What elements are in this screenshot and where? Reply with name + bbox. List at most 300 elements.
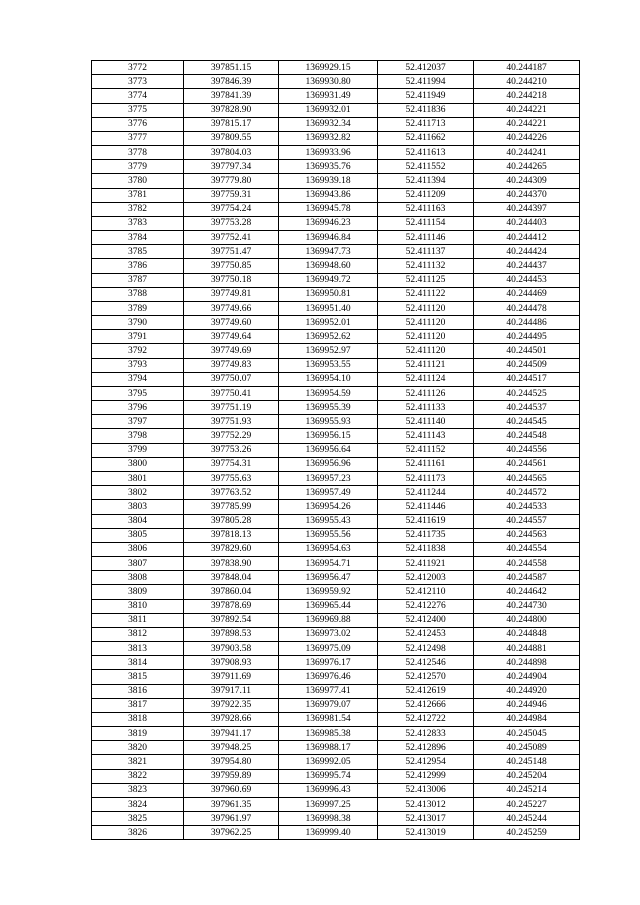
table-row [92, 443, 580, 457]
point-number-cell: 3780 [92, 174, 184, 188]
longitude-cell: 40.244478 [474, 301, 580, 315]
latitude-cell: 52.412003 [378, 571, 474, 585]
latitude-cell: 52.412546 [378, 656, 474, 670]
y-coordinate-cell: 1369975.09 [279, 642, 378, 656]
x-coordinate-cell: 397892.54 [184, 613, 279, 627]
latitude-cell: 52.412453 [378, 627, 474, 641]
x-coordinate-cell: 397805.28 [184, 514, 279, 528]
table-row [92, 656, 580, 670]
latitude-cell: 52.411120 [378, 316, 474, 330]
table-row [92, 783, 580, 797]
point-number-cell: 3812 [92, 627, 184, 641]
longitude-cell: 40.244561 [474, 457, 580, 471]
latitude-cell: 52.412276 [378, 599, 474, 613]
table-row [92, 386, 580, 400]
longitude-cell: 40.244558 [474, 557, 580, 571]
x-coordinate-cell: 397860.04 [184, 585, 279, 599]
table-row [92, 486, 580, 500]
x-coordinate-cell: 397818.13 [184, 528, 279, 542]
longitude-cell: 40.244548 [474, 429, 580, 443]
y-coordinate-cell: 1369948.60 [279, 259, 378, 273]
point-number-cell: 3793 [92, 358, 184, 372]
longitude-cell: 40.245204 [474, 769, 580, 783]
y-coordinate-cell: 1369950.81 [279, 287, 378, 301]
longitude-cell: 40.244517 [474, 372, 580, 386]
x-coordinate-cell: 397749.60 [184, 316, 279, 330]
point-number-cell: 3806 [92, 542, 184, 556]
y-coordinate-cell: 1369954.10 [279, 372, 378, 386]
y-coordinate-cell: 1369932.82 [279, 131, 378, 145]
latitude-cell: 52.412666 [378, 698, 474, 712]
longitude-cell: 40.244210 [474, 75, 580, 89]
point-number-cell: 3783 [92, 216, 184, 230]
table-row [92, 528, 580, 542]
latitude-cell: 52.411994 [378, 75, 474, 89]
longitude-cell: 40.244554 [474, 542, 580, 556]
point-number-cell: 3784 [92, 231, 184, 245]
latitude-cell: 52.411163 [378, 202, 474, 216]
y-coordinate-cell: 1369973.02 [279, 627, 378, 641]
latitude-cell: 52.411133 [378, 401, 474, 415]
longitude-cell: 40.244221 [474, 117, 580, 131]
x-coordinate-cell: 397838.90 [184, 557, 279, 571]
x-coordinate-cell: 397898.53 [184, 627, 279, 641]
table-row [92, 741, 580, 755]
x-coordinate-cell: 397851.15 [184, 61, 279, 75]
table-row [92, 769, 580, 783]
y-coordinate-cell: 1369956.96 [279, 457, 378, 471]
y-coordinate-cell: 1369954.71 [279, 557, 378, 571]
point-number-cell: 3776 [92, 117, 184, 131]
point-number-cell: 3777 [92, 131, 184, 145]
point-number-cell: 3803 [92, 500, 184, 514]
table-row [92, 160, 580, 174]
x-coordinate-cell: 397922.35 [184, 698, 279, 712]
latitude-cell: 52.411120 [378, 344, 474, 358]
point-number-cell: 3796 [92, 401, 184, 415]
x-coordinate-cell: 397848.04 [184, 571, 279, 585]
point-number-cell: 3773 [92, 75, 184, 89]
latitude-cell: 52.411146 [378, 231, 474, 245]
longitude-cell: 40.244730 [474, 599, 580, 613]
longitude-cell: 40.245244 [474, 812, 580, 826]
table-row [92, 415, 580, 429]
point-number-cell: 3825 [92, 812, 184, 826]
longitude-cell: 40.245227 [474, 797, 580, 811]
y-coordinate-cell: 1369999.40 [279, 826, 378, 840]
point-number-cell: 3821 [92, 755, 184, 769]
longitude-cell: 40.244587 [474, 571, 580, 585]
latitude-cell: 52.411836 [378, 103, 474, 117]
x-coordinate-cell: 397779.80 [184, 174, 279, 188]
y-coordinate-cell: 1369959.92 [279, 585, 378, 599]
latitude-cell: 52.411838 [378, 542, 474, 556]
table-row [92, 89, 580, 103]
latitude-cell: 52.411140 [378, 415, 474, 429]
latitude-cell: 52.411120 [378, 330, 474, 344]
point-number-cell: 3789 [92, 301, 184, 315]
x-coordinate-cell: 397903.58 [184, 642, 279, 656]
y-coordinate-cell: 1369965.44 [279, 599, 378, 613]
longitude-cell: 40.244469 [474, 287, 580, 301]
point-number-cell: 3814 [92, 656, 184, 670]
table-row [92, 670, 580, 684]
point-number-cell: 3786 [92, 259, 184, 273]
x-coordinate-cell: 397961.97 [184, 812, 279, 826]
x-coordinate-cell: 397749.81 [184, 287, 279, 301]
longitude-cell: 40.245148 [474, 755, 580, 769]
y-coordinate-cell: 1369931.49 [279, 89, 378, 103]
latitude-cell: 52.411154 [378, 216, 474, 230]
x-coordinate-cell: 397749.66 [184, 301, 279, 315]
y-coordinate-cell: 1369998.38 [279, 812, 378, 826]
latitude-cell: 52.412570 [378, 670, 474, 684]
latitude-cell: 52.411132 [378, 259, 474, 273]
table-row [92, 826, 580, 840]
table-row [92, 401, 580, 415]
latitude-cell: 52.411143 [378, 429, 474, 443]
latitude-cell: 52.411120 [378, 301, 474, 315]
y-coordinate-cell: 1369976.17 [279, 656, 378, 670]
y-coordinate-cell: 1369995.74 [279, 769, 378, 783]
point-number-cell: 3787 [92, 273, 184, 287]
latitude-cell: 52.411619 [378, 514, 474, 528]
latitude-cell: 52.411949 [378, 89, 474, 103]
latitude-cell: 52.411613 [378, 146, 474, 160]
latitude-cell: 52.413017 [378, 812, 474, 826]
x-coordinate-cell: 397911.69 [184, 670, 279, 684]
x-coordinate-cell: 397928.66 [184, 712, 279, 726]
y-coordinate-cell: 1369951.40 [279, 301, 378, 315]
point-number-cell: 3815 [92, 670, 184, 684]
latitude-cell: 52.411152 [378, 443, 474, 457]
y-coordinate-cell: 1369957.23 [279, 471, 378, 485]
y-coordinate-cell: 1369933.96 [279, 146, 378, 160]
point-number-cell: 3800 [92, 457, 184, 471]
point-number-cell: 3775 [92, 103, 184, 117]
y-coordinate-cell: 1369954.63 [279, 542, 378, 556]
point-number-cell: 3810 [92, 599, 184, 613]
x-coordinate-cell: 397754.31 [184, 457, 279, 471]
x-coordinate-cell: 397948.25 [184, 741, 279, 755]
longitude-cell: 40.244800 [474, 613, 580, 627]
point-number-cell: 3792 [92, 344, 184, 358]
point-number-cell: 3804 [92, 514, 184, 528]
longitude-cell: 40.244642 [474, 585, 580, 599]
latitude-cell: 52.411713 [378, 117, 474, 131]
x-coordinate-cell: 397846.39 [184, 75, 279, 89]
point-number-cell: 3809 [92, 585, 184, 599]
x-coordinate-cell: 397962.25 [184, 826, 279, 840]
table-row [92, 216, 580, 230]
y-coordinate-cell: 1369943.86 [279, 188, 378, 202]
coordinates-table-body [92, 61, 580, 840]
table-row [92, 231, 580, 245]
table-row [92, 642, 580, 656]
table-row [92, 585, 580, 599]
latitude-cell: 52.412722 [378, 712, 474, 726]
longitude-cell: 40.244265 [474, 160, 580, 174]
point-number-cell: 3818 [92, 712, 184, 726]
x-coordinate-cell: 397815.17 [184, 117, 279, 131]
table-row [92, 174, 580, 188]
table-row [92, 146, 580, 160]
x-coordinate-cell: 397908.93 [184, 656, 279, 670]
latitude-cell: 52.411921 [378, 557, 474, 571]
table-row [92, 812, 580, 826]
point-number-cell: 3781 [92, 188, 184, 202]
y-coordinate-cell: 1369930.80 [279, 75, 378, 89]
y-coordinate-cell: 1369952.62 [279, 330, 378, 344]
table-row [92, 684, 580, 698]
point-number-cell: 3799 [92, 443, 184, 457]
table-row [92, 727, 580, 741]
x-coordinate-cell: 397750.41 [184, 386, 279, 400]
longitude-cell: 40.244403 [474, 216, 580, 230]
point-number-cell: 3822 [92, 769, 184, 783]
y-coordinate-cell: 1369969.88 [279, 613, 378, 627]
latitude-cell: 52.412999 [378, 769, 474, 783]
longitude-cell: 40.244557 [474, 514, 580, 528]
y-coordinate-cell: 1369996.43 [279, 783, 378, 797]
latitude-cell: 52.411446 [378, 500, 474, 514]
point-number-cell: 3797 [92, 415, 184, 429]
point-number-cell: 3823 [92, 783, 184, 797]
y-coordinate-cell: 1369992.05 [279, 755, 378, 769]
x-coordinate-cell: 397941.17 [184, 727, 279, 741]
latitude-cell: 52.411124 [378, 372, 474, 386]
longitude-cell: 40.244241 [474, 146, 580, 160]
latitude-cell: 52.412954 [378, 755, 474, 769]
y-coordinate-cell: 1369953.55 [279, 358, 378, 372]
y-coordinate-cell: 1369985.38 [279, 727, 378, 741]
longitude-cell: 40.244453 [474, 273, 580, 287]
table-row [92, 698, 580, 712]
x-coordinate-cell: 397751.47 [184, 245, 279, 259]
longitude-cell: 40.244881 [474, 642, 580, 656]
point-number-cell: 3807 [92, 557, 184, 571]
x-coordinate-cell: 397960.69 [184, 783, 279, 797]
table-row [92, 245, 580, 259]
longitude-cell: 40.245214 [474, 783, 580, 797]
latitude-cell: 52.412896 [378, 741, 474, 755]
table-row [92, 514, 580, 528]
longitude-cell: 40.244412 [474, 231, 580, 245]
table-row [92, 202, 580, 216]
y-coordinate-cell: 1369981.54 [279, 712, 378, 726]
longitude-cell: 40.244898 [474, 656, 580, 670]
longitude-cell: 40.244848 [474, 627, 580, 641]
longitude-cell: 40.244226 [474, 131, 580, 145]
y-coordinate-cell: 1369954.26 [279, 500, 378, 514]
y-coordinate-cell: 1369955.56 [279, 528, 378, 542]
latitude-cell: 52.411137 [378, 245, 474, 259]
point-number-cell: 3811 [92, 613, 184, 627]
latitude-cell: 52.411735 [378, 528, 474, 542]
point-number-cell: 3795 [92, 386, 184, 400]
y-coordinate-cell: 1369932.01 [279, 103, 378, 117]
longitude-cell: 40.244187 [474, 61, 580, 75]
table-row [92, 273, 580, 287]
x-coordinate-cell: 397804.03 [184, 146, 279, 160]
point-number-cell: 3785 [92, 245, 184, 259]
x-coordinate-cell: 397749.64 [184, 330, 279, 344]
y-coordinate-cell: 1369955.39 [279, 401, 378, 415]
table-row [92, 557, 580, 571]
point-number-cell: 3808 [92, 571, 184, 585]
y-coordinate-cell: 1369945.78 [279, 202, 378, 216]
point-number-cell: 3805 [92, 528, 184, 542]
longitude-cell: 40.244486 [474, 316, 580, 330]
table-row [92, 613, 580, 627]
table-row [92, 330, 580, 344]
x-coordinate-cell: 397749.69 [184, 344, 279, 358]
y-coordinate-cell: 1369988.17 [279, 741, 378, 755]
latitude-cell: 52.413006 [378, 783, 474, 797]
table-row [92, 429, 580, 443]
y-coordinate-cell: 1369952.97 [279, 344, 378, 358]
coordinates-table [91, 60, 580, 840]
point-number-cell: 3779 [92, 160, 184, 174]
y-coordinate-cell: 1369957.49 [279, 486, 378, 500]
point-number-cell: 3794 [92, 372, 184, 386]
y-coordinate-cell: 1369977.41 [279, 684, 378, 698]
x-coordinate-cell: 397750.07 [184, 372, 279, 386]
y-coordinate-cell: 1369946.84 [279, 231, 378, 245]
point-number-cell: 3801 [92, 471, 184, 485]
y-coordinate-cell: 1369929.15 [279, 61, 378, 75]
point-number-cell: 3772 [92, 61, 184, 75]
x-coordinate-cell: 397917.11 [184, 684, 279, 698]
x-coordinate-cell: 397750.85 [184, 259, 279, 273]
longitude-cell: 40.244572 [474, 486, 580, 500]
y-coordinate-cell: 1369997.25 [279, 797, 378, 811]
table-row [92, 712, 580, 726]
y-coordinate-cell: 1369946.23 [279, 216, 378, 230]
table-row [92, 542, 580, 556]
table-row [92, 103, 580, 117]
y-coordinate-cell: 1369947.73 [279, 245, 378, 259]
table-row [92, 61, 580, 75]
point-number-cell: 3826 [92, 826, 184, 840]
latitude-cell: 52.411122 [378, 287, 474, 301]
longitude-cell: 40.244556 [474, 443, 580, 457]
longitude-cell: 40.244545 [474, 415, 580, 429]
x-coordinate-cell: 397751.19 [184, 401, 279, 415]
point-number-cell: 3819 [92, 727, 184, 741]
longitude-cell: 40.244509 [474, 358, 580, 372]
longitude-cell: 40.244501 [474, 344, 580, 358]
x-coordinate-cell: 397809.55 [184, 131, 279, 145]
latitude-cell: 52.412619 [378, 684, 474, 698]
table-row [92, 457, 580, 471]
longitude-cell: 40.244495 [474, 330, 580, 344]
latitude-cell: 52.412400 [378, 613, 474, 627]
longitude-cell: 40.245045 [474, 727, 580, 741]
point-number-cell: 3790 [92, 316, 184, 330]
longitude-cell: 40.244424 [474, 245, 580, 259]
longitude-cell: 40.244920 [474, 684, 580, 698]
latitude-cell: 52.411121 [378, 358, 474, 372]
latitude-cell: 52.412833 [378, 727, 474, 741]
x-coordinate-cell: 397841.39 [184, 89, 279, 103]
point-number-cell: 3788 [92, 287, 184, 301]
point-number-cell: 3778 [92, 146, 184, 160]
longitude-cell: 40.244437 [474, 259, 580, 273]
x-coordinate-cell: 397752.29 [184, 429, 279, 443]
point-number-cell: 3791 [92, 330, 184, 344]
y-coordinate-cell: 1369954.59 [279, 386, 378, 400]
point-number-cell: 3817 [92, 698, 184, 712]
y-coordinate-cell: 1369932.34 [279, 117, 378, 131]
table-row [92, 500, 580, 514]
table-row [92, 259, 580, 273]
table-row [92, 358, 580, 372]
point-number-cell: 3802 [92, 486, 184, 500]
point-number-cell: 3824 [92, 797, 184, 811]
y-coordinate-cell: 1369949.72 [279, 273, 378, 287]
latitude-cell: 52.411244 [378, 486, 474, 500]
point-number-cell: 3820 [92, 741, 184, 755]
latitude-cell: 52.411126 [378, 386, 474, 400]
x-coordinate-cell: 397763.52 [184, 486, 279, 500]
table-row [92, 344, 580, 358]
table-row [92, 797, 580, 811]
table-row [92, 571, 580, 585]
latitude-cell: 52.411125 [378, 273, 474, 287]
table-row [92, 188, 580, 202]
y-coordinate-cell: 1369952.01 [279, 316, 378, 330]
x-coordinate-cell: 397878.69 [184, 599, 279, 613]
x-coordinate-cell: 397829.60 [184, 542, 279, 556]
x-coordinate-cell: 397959.89 [184, 769, 279, 783]
longitude-cell: 40.244533 [474, 500, 580, 514]
table-row [92, 599, 580, 613]
latitude-cell: 52.411161 [378, 457, 474, 471]
x-coordinate-cell: 397797.34 [184, 160, 279, 174]
y-coordinate-cell: 1369955.43 [279, 514, 378, 528]
longitude-cell: 40.244370 [474, 188, 580, 202]
latitude-cell: 52.412037 [378, 61, 474, 75]
x-coordinate-cell: 397750.18 [184, 273, 279, 287]
x-coordinate-cell: 397753.28 [184, 216, 279, 230]
longitude-cell: 40.244525 [474, 386, 580, 400]
longitude-cell: 40.244537 [474, 401, 580, 415]
longitude-cell: 40.244309 [474, 174, 580, 188]
latitude-cell: 52.411173 [378, 471, 474, 485]
table-row [92, 75, 580, 89]
latitude-cell: 52.411662 [378, 131, 474, 145]
table-row [92, 471, 580, 485]
x-coordinate-cell: 397754.24 [184, 202, 279, 216]
x-coordinate-cell: 397954.80 [184, 755, 279, 769]
point-number-cell: 3774 [92, 89, 184, 103]
x-coordinate-cell: 397828.90 [184, 103, 279, 117]
x-coordinate-cell: 397759.31 [184, 188, 279, 202]
table-row [92, 316, 580, 330]
y-coordinate-cell: 1369976.46 [279, 670, 378, 684]
longitude-cell: 40.244946 [474, 698, 580, 712]
table-row [92, 301, 580, 315]
x-coordinate-cell: 397751.93 [184, 415, 279, 429]
table-row [92, 372, 580, 386]
x-coordinate-cell: 397785.99 [184, 500, 279, 514]
latitude-cell: 52.413012 [378, 797, 474, 811]
y-coordinate-cell: 1369939.18 [279, 174, 378, 188]
longitude-cell: 40.244397 [474, 202, 580, 216]
longitude-cell: 40.245089 [474, 741, 580, 755]
longitude-cell: 40.245259 [474, 826, 580, 840]
